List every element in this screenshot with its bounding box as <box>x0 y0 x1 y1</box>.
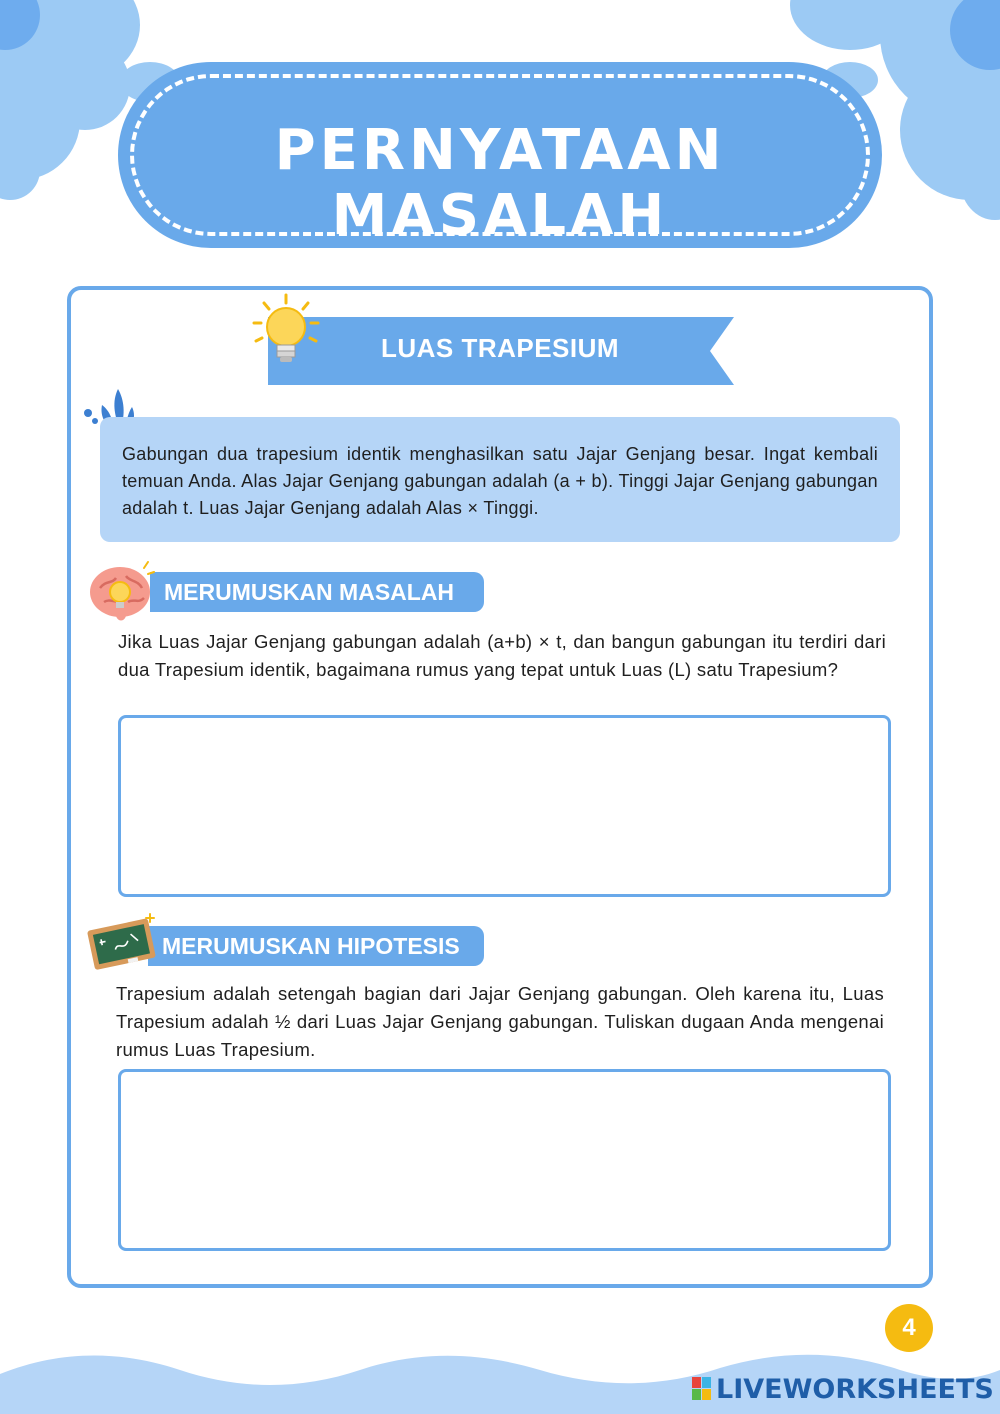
liveworksheets-logo[interactable] <box>692 1372 994 1406</box>
section-heading-hipotesis: MERUMUSKAN HIPOTESIS <box>148 926 484 966</box>
banner-label: LUAS TRAPESIUM <box>380 333 620 363</box>
page-number-badge: 4 <box>885 1304 933 1352</box>
section-heading-masalah: MERUMUSKAN MASALAH <box>150 572 484 612</box>
chalkboard-icon <box>84 912 160 972</box>
brain-icon <box>86 558 158 626</box>
page-title: PERNYATAAN MASALAH <box>274 118 726 248</box>
lightbulb-icon <box>250 293 322 375</box>
hipotesis-answer-box[interactable] <box>118 1069 891 1251</box>
intro-text: Gabungan dua trapesium identik menghasilkan satu Jajar Genjang besar. Ingat kembali temuan Anda. Alas Jajar Genjang gabungan adalah (a + b). Tinggi Jajar Genjang gabungan adalah t. Luas Jajar Genjang adalah Alas × Tinggi. <box>122 444 878 518</box>
masalah-answer-box[interactable] <box>118 715 891 897</box>
liveworksheets-brand-text: LIVEWORKSHEETS <box>716 1373 994 1405</box>
hipotesis-question: Trapesium adalah setengah bagian dari Jajar Genjang gabungan. Oleh karena itu, Luas Trapesium adalah ½ dari Luas Jajar Genjang gabungan. Tuliskan dugaan Anda mengenai rumus Luas Trapesium. <box>116 983 884 1060</box>
title-pill <box>118 62 882 248</box>
masalah-question: Jika Luas Jajar Genjang gabungan adalah (a+b) × t, dan bangun gabungan itu terdiri dari dua Trapesium identik, bagaimana rumus yang tepat untuk Luas (L) satu Trapesium? <box>118 631 886 680</box>
liveworksheets-mark-icon <box>692 1377 712 1401</box>
